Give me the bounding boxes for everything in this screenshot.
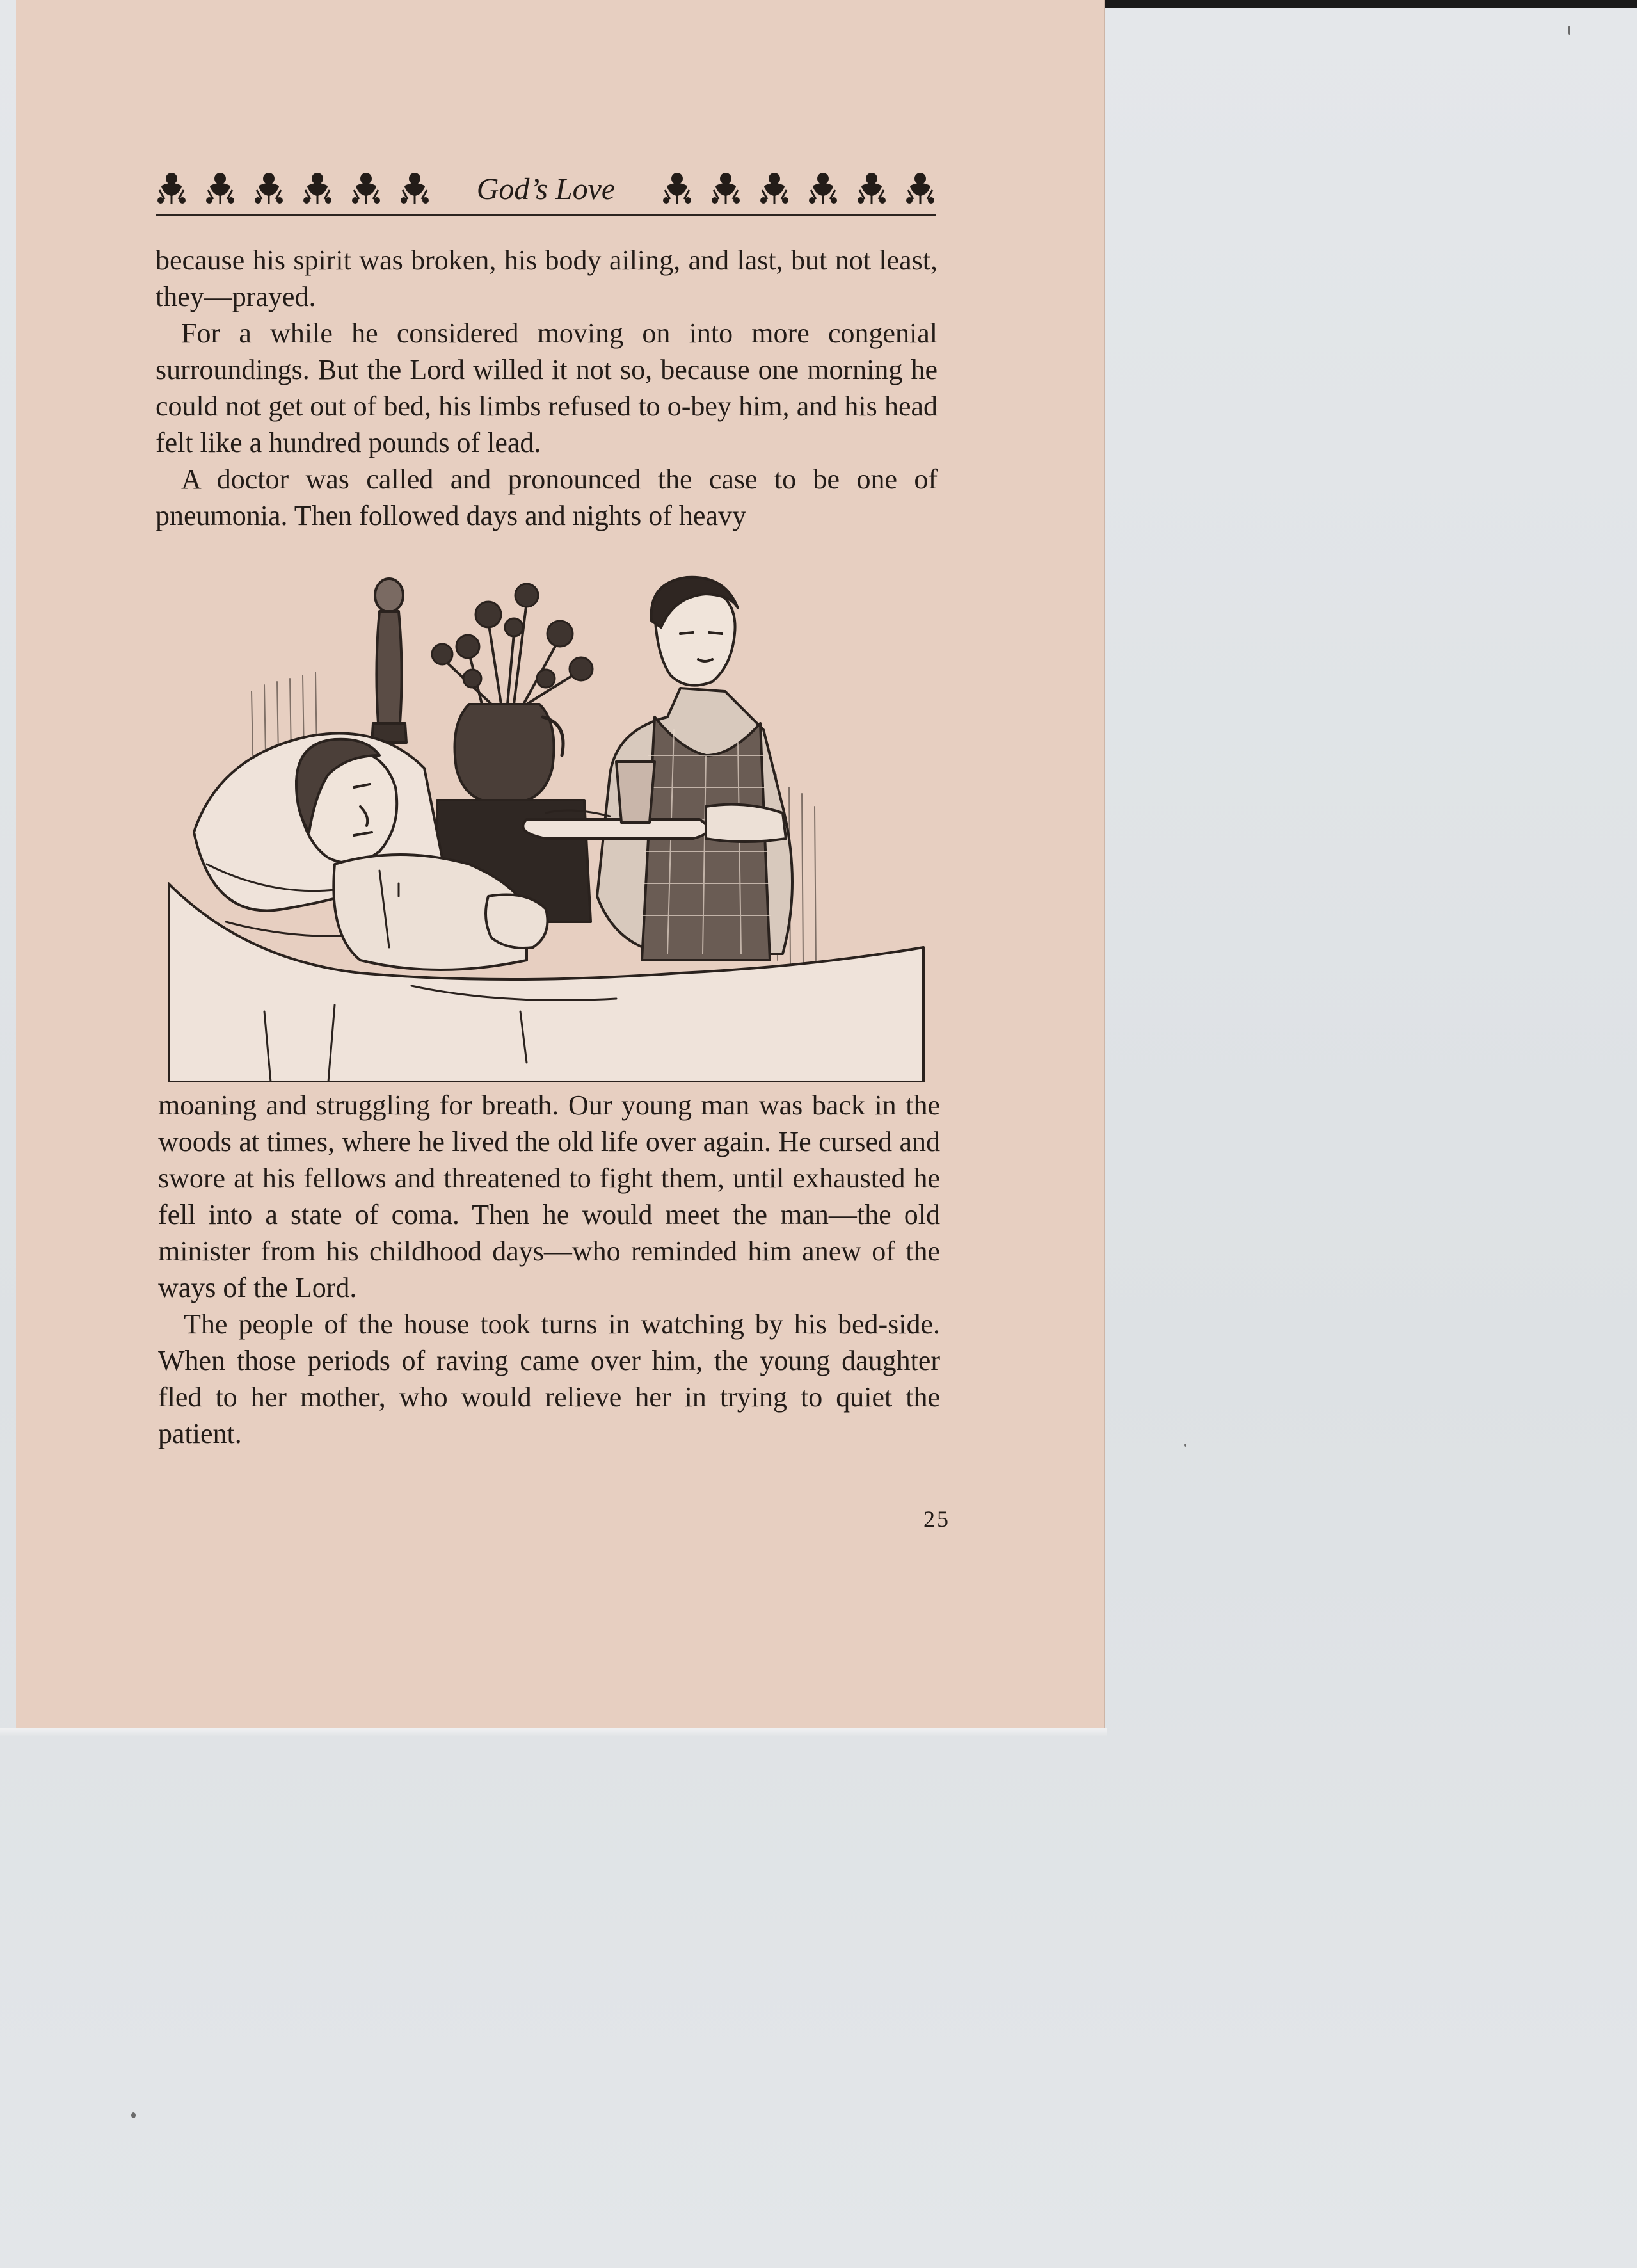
header-ornaments-right <box>661 171 936 207</box>
sickbed-illustration-icon <box>168 563 936 1082</box>
floral-sprig-icon <box>350 171 382 207</box>
floral-sprig-icon <box>253 171 285 207</box>
paragraph: moaning and struggling for breath. Our young man was back in the woods at times, where he lived the old life over again. He cursed and swore at his fellows and threatened to fight them, until exhausted he fell into a state of coma. Then he would meet the man—the old minister from his childhood days—who reminded him anew of the ways of the Lord. <box>158 1090 940 1303</box>
paragraph: The people of the house took turns in watching by his bed-side. When those periods of raving came over him, the young daughter fled to her mother, who would relieve her in trying to quiet the patient. <box>158 1308 940 1449</box>
floral-sprig-icon <box>399 171 431 207</box>
page-number: 25 <box>923 1506 950 1532</box>
paragraph: A doctor was called and pronounced the case to be one of pneumonia. Then followed days and nights of heavy <box>156 463 938 531</box>
body-text-bottom <box>158 1087 940 1452</box>
floral-sprig-icon <box>710 171 742 207</box>
floral-sprig-icon <box>904 171 936 207</box>
page-bottom-edge <box>0 1728 1107 1736</box>
dust-speck <box>1184 1444 1186 1447</box>
floral-sprig-icon <box>204 171 236 207</box>
running-head-title: God’s Love <box>476 172 616 206</box>
floral-sprig-icon <box>156 171 188 207</box>
floral-sprig-icon <box>856 171 888 207</box>
running-header <box>156 163 936 216</box>
paragraph: For a while he considered moving on into more congenial surroundings. But the Lord willed it not so, because one morning he could not get out of bed, his limbs refused to o-bey him, and his head felt like a hundred pounds of lead. <box>156 318 938 458</box>
dust-speck <box>1568 26 1570 35</box>
floral-sprig-icon <box>301 171 333 207</box>
paragraph: because his spirit was broken, his body ailing, and last, but not least, they—prayed. <box>156 245 938 312</box>
dust-speck <box>131 2112 136 2118</box>
floral-sprig-icon <box>807 171 839 207</box>
header-ornaments-left <box>156 171 431 207</box>
floral-sprig-icon <box>758 171 790 207</box>
floral-sprig-icon <box>661 171 693 207</box>
body-text-top <box>156 242 938 534</box>
scanner-lid-strip <box>1088 0 1637 8</box>
book-page <box>16 0 1104 1728</box>
